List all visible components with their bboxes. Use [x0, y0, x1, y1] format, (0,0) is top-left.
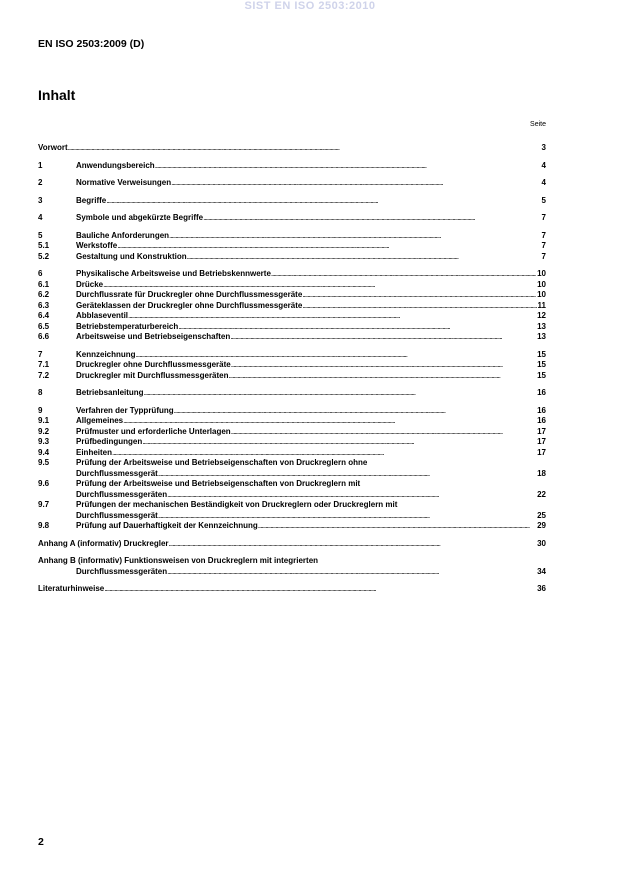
toc-entry-number: 6: [38, 269, 43, 278]
toc-entry[interactable]: [38, 521, 546, 532]
toc-entry-title: Durchflussrate für Druckregler ohne Durchflussmessgeräte: [76, 290, 303, 299]
toc-entry-page: 5: [541, 195, 546, 205]
toc-entry-title: Allgemeines: [76, 416, 124, 425]
toc-entry-number: 4: [38, 213, 43, 222]
toc-leader-dots: [302, 301, 536, 312]
toc-leader-dots: [104, 584, 536, 595]
toc-entry-page: 17: [537, 426, 546, 436]
toc-leader-dots: [123, 416, 536, 427]
toc-entry-page: 15: [537, 370, 546, 380]
toc-leader-dots: [158, 511, 536, 522]
toc-entry-page: 15: [537, 360, 546, 369]
toc-entry[interactable]: [38, 213, 546, 224]
toc-entry-page: 22: [537, 489, 546, 499]
toc-entry-title: Vorwort: [38, 143, 68, 152]
toc-entry-title: Anhang B (informativ) Funktionsweisen von Druckreglern mit integrierten: [38, 556, 319, 565]
toc-entry-number: 9.3: [38, 437, 50, 446]
toc-leader-dots: [187, 252, 541, 263]
toc-entry-title: Durchflussmessgerät: [76, 510, 158, 520]
toc-leader-dots: [142, 437, 536, 448]
toc-leader-dots: [174, 406, 536, 417]
toc-leader-dots: [178, 322, 536, 333]
toc-entry-page: 16: [537, 416, 546, 425]
toc-entry-number: 9.1: [38, 416, 50, 425]
toc-entry-number: 2: [38, 178, 43, 187]
toc-entry[interactable]: [38, 406, 546, 417]
toc-leader-dots: [171, 178, 540, 189]
toc-entry-page: 18: [537, 468, 546, 478]
toc-entry-page: 11: [537, 300, 546, 310]
toc-entry[interactable]: [38, 584, 546, 595]
toc-entry-number: 3: [38, 195, 43, 205]
toc-entry-title: Bauliche Anforderungen: [76, 230, 170, 240]
toc-entry-page: 17: [537, 447, 546, 457]
table-of-contents: [38, 143, 546, 595]
toc-leader-dots: [258, 521, 536, 532]
toc-title: Inhalt: [38, 87, 76, 103]
toc-entry[interactable]: [38, 539, 546, 550]
toc-leader-dots: [231, 360, 536, 371]
toc-entry[interactable]: [38, 448, 546, 459]
toc-entry-title: Werkstoffe: [76, 241, 118, 250]
toc-entry[interactable]: [38, 388, 546, 399]
toc-entry-number: 9: [38, 405, 43, 415]
toc-leader-dots: [128, 311, 536, 322]
toc-entry[interactable]: [38, 511, 546, 522]
toc-entry-title: Gestaltung und Konstruktion: [76, 251, 187, 261]
toc-leader-dots: [169, 539, 537, 550]
toc-leader-dots: [103, 280, 536, 291]
toc-entry-title: Anwendungsbereich: [76, 160, 155, 170]
toc-entry[interactable]: [38, 332, 546, 343]
toc-entry-title: Betriebstemperaturbereich: [76, 321, 179, 331]
toc-entry-number: 6.4: [38, 311, 50, 320]
toc-entry-page: 10: [537, 279, 546, 289]
toc-entry-title: Prüfmuster und erforderliche Unterlagen: [76, 426, 231, 436]
toc-entry[interactable]: [38, 161, 546, 172]
toc-entry-title: Druckregler mit Durchflussmessgeräten: [76, 370, 229, 380]
toc-entry[interactable]: [38, 252, 546, 263]
toc-entry-title: Physikalische Arbeitsweise und Betriebskennwerte: [76, 269, 271, 278]
toc-leader-dots: [271, 269, 536, 280]
toc-entry-number: 5.1: [38, 241, 50, 250]
toc-entry-number: 9.6: [38, 479, 50, 488]
toc-entry-number: 8: [38, 388, 43, 397]
toc-leader-dots: [167, 490, 536, 501]
toc-entry-page: 7: [541, 251, 546, 261]
toc-entry-title: Prüfungen der mechanischen Beständigkeit von Druckreglern oder Druckreglern mit: [76, 500, 398, 509]
toc-entry-title: Arbeitsweise und Betriebseigenschaften: [76, 332, 231, 341]
toc-entry[interactable]: [38, 178, 546, 189]
toc-entry[interactable]: [38, 490, 546, 501]
toc-leader-dots: [117, 241, 540, 252]
toc-entry-number: 5: [38, 230, 43, 240]
toc-entry[interactable]: [38, 301, 546, 312]
watermark: SIST EN ISO 2503:2010: [244, 0, 376, 12]
toc-entry-page: 30: [537, 538, 546, 548]
toc-leader-dots: [144, 388, 537, 399]
toc-entry-number: 5.2: [38, 251, 50, 261]
toc-entry-title: Prüfung auf Dauerhaftigkeit der Kennzeichnung: [76, 521, 258, 530]
toc-entry-page: 16: [537, 405, 546, 415]
toc-entry-page: 7: [541, 230, 546, 240]
toc-entry[interactable]: [38, 280, 546, 291]
toc-entry-title: Durchflussmessgeräten: [76, 566, 168, 576]
toc-entry-page: 4: [541, 160, 546, 170]
toc-leader-dots: [229, 371, 537, 382]
toc-entry-page: 7: [541, 213, 546, 222]
toc-entry-page: 3: [541, 143, 546, 152]
toc-entry[interactable]: [38, 458, 546, 469]
toc-entry-title: Durchflussmessgeräten: [76, 489, 168, 499]
document-id: EN ISO 2503:2009 (D): [38, 38, 145, 50]
toc-entry-title: Einheiten: [76, 447, 113, 457]
toc-entry[interactable]: [38, 479, 546, 490]
toc-entry-title: Drücke: [76, 279, 104, 289]
toc-entry[interactable]: [38, 500, 546, 511]
toc-entry[interactable]: [38, 416, 546, 427]
toc-entry-number: 6.1: [38, 279, 50, 289]
toc-entry[interactable]: [38, 371, 546, 382]
toc-leader-dots: [169, 231, 541, 242]
toc-entry-title: Prüfung der Arbeitsweise und Betriebseigenschaften von Druckreglern mit: [76, 479, 361, 488]
toc-leader-dots: [230, 332, 536, 343]
toc-entry[interactable]: [38, 350, 546, 361]
toc-entry[interactable]: [38, 427, 546, 438]
toc-entry[interactable]: [38, 567, 546, 578]
toc-entry-title: Prüfung der Arbeitsweise und Betriebseigenschaften von Druckreglern ohne: [76, 458, 368, 467]
toc-entry-number: 9.5: [38, 458, 50, 467]
toc-entry-number: 6.2: [38, 290, 50, 299]
toc-leader-dots: [158, 469, 536, 480]
toc-entry[interactable]: [38, 269, 546, 280]
toc-entry-page: 36: [537, 584, 546, 593]
toc-entry-number: 9.8: [38, 521, 50, 530]
toc-entry-number: 1: [38, 160, 43, 170]
toc-entry-page: 17: [537, 437, 546, 446]
toc-entry[interactable]: [38, 241, 546, 252]
toc-entry-number: 6.6: [38, 332, 50, 341]
toc-entry-page: 10: [537, 290, 546, 299]
toc-entry-title: Symbole und abgekürzte Begriffe: [76, 213, 204, 222]
toc-entry-title: Verfahren der Typprüfung: [76, 405, 174, 415]
toc-entry-number: 6.5: [38, 321, 50, 331]
toc-entry-page: 4: [541, 178, 546, 187]
toc-entry[interactable]: [38, 143, 546, 154]
toc-entry-number: 9.4: [38, 447, 50, 457]
toc-entry-title: Kennzeichnung: [76, 349, 136, 359]
toc-entry-title: Literaturhinweise: [38, 584, 105, 593]
toc-entry-number: 7.1: [38, 360, 50, 369]
toc-leader-dots: [112, 448, 536, 459]
toc-entry-page: 34: [537, 566, 546, 576]
toc-entry-page: 16: [537, 388, 546, 397]
toc-leader-dots: [231, 427, 536, 438]
toc-entry-number: 9.7: [38, 500, 50, 509]
page-column-label: Seite: [530, 121, 546, 128]
toc-entry-page: 13: [537, 321, 546, 331]
toc-entry[interactable]: [38, 556, 546, 567]
toc-leader-dots: [155, 161, 541, 172]
toc-entry-title: Druckregler ohne Durchflussmessgeräte: [76, 360, 231, 369]
toc-entry[interactable]: [38, 290, 546, 301]
toc-entry-title: Betriebsanleitung: [76, 388, 144, 397]
toc-entry-page: 25: [537, 510, 546, 520]
toc-entry-number: 9.2: [38, 426, 50, 436]
toc-entry[interactable]: [38, 322, 546, 333]
toc-entry-page: 13: [537, 332, 546, 341]
toc-entry-title: Durchflussmessgerät: [76, 468, 158, 478]
toc-entry[interactable]: [38, 231, 546, 242]
toc-entry[interactable]: [38, 469, 546, 480]
toc-entry-page: 29: [537, 521, 546, 530]
toc-leader-dots: [302, 290, 536, 301]
toc-entry[interactable]: [38, 311, 546, 322]
toc-entry-title: Normative Verweisungen: [76, 178, 172, 187]
page-number: 2: [38, 836, 44, 848]
toc-leader-dots: [106, 196, 540, 207]
toc-entry[interactable]: [38, 360, 546, 371]
toc-leader-dots: [136, 350, 537, 361]
toc-leader-dots: [167, 567, 536, 578]
toc-entry-page: 7: [541, 241, 546, 250]
toc-entry-number: 7.2: [38, 370, 50, 380]
toc-entry-title: Prüfbedingungen: [76, 437, 143, 446]
toc-entry-number: 7: [38, 349, 43, 359]
toc-entry-page: 12: [537, 311, 546, 320]
toc-entry[interactable]: [38, 437, 546, 448]
toc-entry-title: Anhang A (informativ) Druckregler: [38, 538, 169, 548]
toc-entry-title: Abblaseventil: [76, 311, 129, 320]
toc-leader-dots: [203, 213, 540, 224]
toc-entry-title: Begriffe: [76, 195, 107, 205]
toc-entry-number: 6.3: [38, 300, 50, 310]
toc-entry[interactable]: [38, 196, 546, 207]
toc-entry-page: 10: [537, 269, 546, 278]
toc-leader-dots: [68, 143, 541, 154]
toc-entry-title: Geräteklassen der Druckregler ohne Durchflussmessgeräte: [76, 300, 303, 310]
toc-entry-page: 15: [537, 349, 546, 359]
